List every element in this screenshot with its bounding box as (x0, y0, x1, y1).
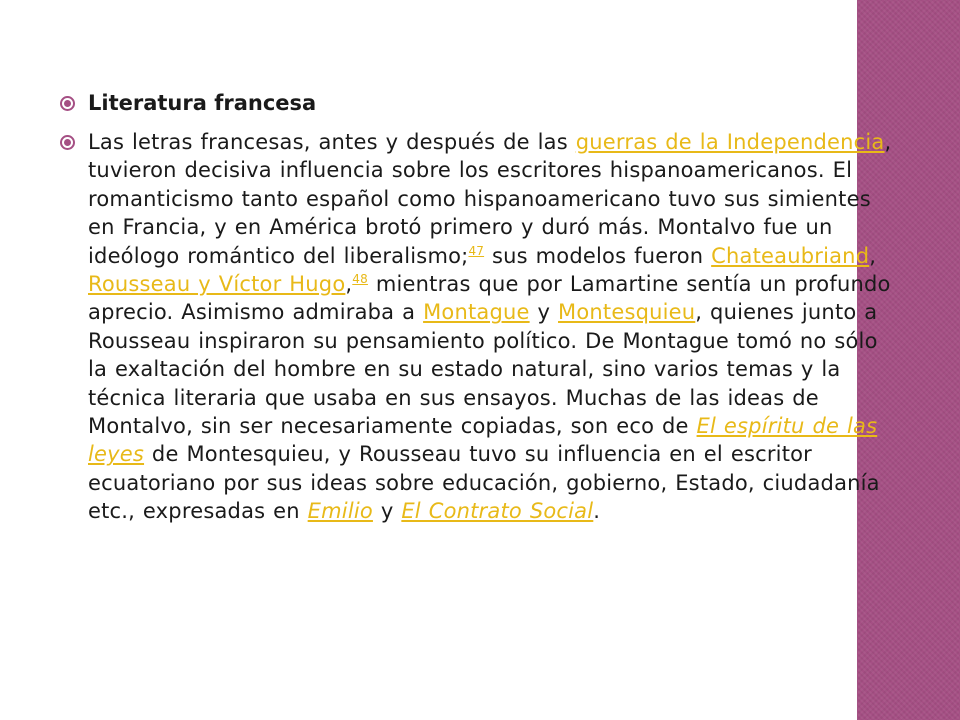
link-el-contrato-social[interactable]: El Contrato Social (401, 499, 594, 524)
paragraph-text: y (529, 300, 559, 325)
paragraph-text: mientras que por Lamartine sentía un profundo aprecio. Asimismo admiraba a (88, 272, 891, 325)
link-emilio[interactable]: Emilio (307, 499, 373, 524)
footnote-ref-47[interactable]: 47 (468, 243, 485, 258)
circled-dot-bullet-icon (60, 96, 75, 111)
link-montague[interactable]: Montague (423, 300, 530, 325)
paragraph-text: , quienes junto a Rousseau inspiraron su pensamiento político. De Montague tomó no sólo la exaltación del hombre en su estado natural, sino varios temas y la técnica literaria que usaba en sus ensayos. Muchas de las ideas de Montalvo, sin ser necesariamente copiadas, son eco de (88, 300, 878, 439)
paragraph-text: de Montesquieu, y Rousseau tuvo su influencia en el escritor ecuatoriano por sus ideas sobre educación, gobierno, Estado, ciudadanía etc., expresadas en (88, 442, 880, 524)
bullet-heading (60, 90, 900, 116)
paragraph-text: , tuvieron decisiva influencia sobre los escritores hispanoamericanos. El romanticismo tanto español como hispanoamericano tuvo sus simientes en Francia, y en América brotó primero y duró más. Montalvo fue un ideólogo romántico del liberalismo; (88, 130, 892, 268)
paragraph-text: Las letras francesas, antes y después de las (88, 130, 576, 154)
bullet-paragraph (60, 128, 900, 526)
paragraph-text: y (372, 499, 402, 524)
paragraph-text: , (345, 272, 353, 297)
link-chateaubriand[interactable]: Chateaubriand (711, 243, 870, 268)
link-guerras-independencia[interactable]: guerras de la Independencia (575, 130, 885, 154)
circled-dot-bullet-icon (60, 135, 75, 150)
link-montesquieu[interactable]: Montesquieu (558, 300, 696, 325)
slide-content (60, 90, 900, 526)
paragraph-text: , (869, 243, 877, 268)
heading-text: Literatura francesa (88, 91, 317, 115)
paragraph-text: sus modelos fueron (484, 243, 712, 268)
link-el-espiritu-de-las-leyes[interactable]: El espíritu de las leyes (88, 414, 878, 467)
footnote-ref-48[interactable]: 48 (352, 272, 368, 287)
paragraph-text: . (593, 499, 601, 524)
link-rousseau-victor-hugo[interactable]: Rousseau y Víctor Hugo (88, 272, 346, 297)
